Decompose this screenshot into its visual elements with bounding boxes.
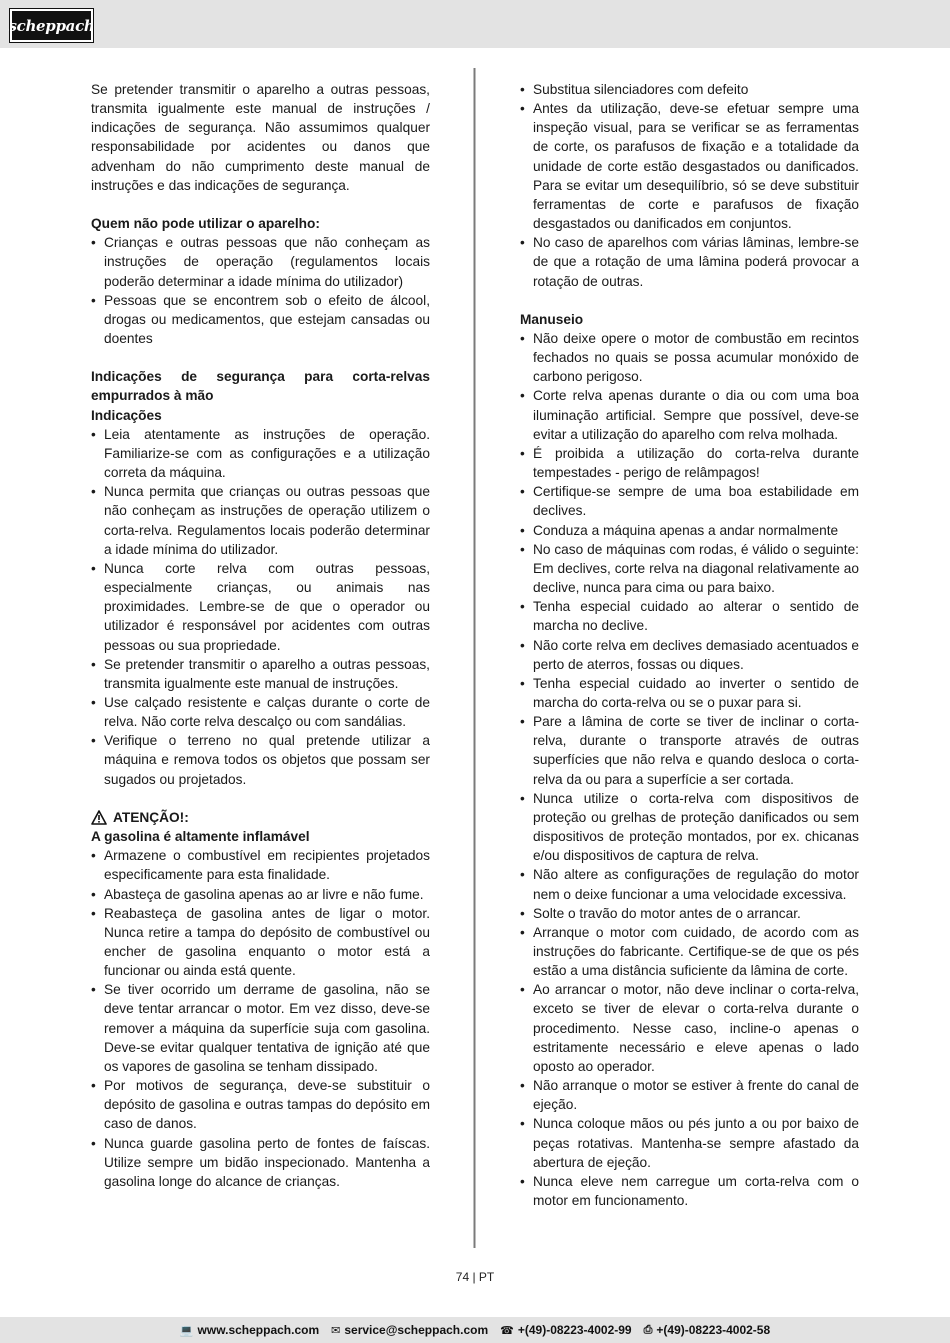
phone-icon: ☎ [500,1324,514,1337]
header-bar [0,0,950,48]
list-item: • Não corte relva em declives demasiado acentuados e perto de aterros, fossas ou diques. [520,636,859,674]
list-item: • Nunca guarde gasolina perto de fontes de faíscas. Utilize sempre um bidão inspecionado. Mantenha a gasolina longe do alcance de crianças. [91,1134,430,1191]
list-item: • Se tiver ocorrido um derrame de gasolina, não se deve tentar arrancar o motor. Em vez disso, deve-se remover a máquina da superfície suja com gasolina. Deve-se evitar qualquer tentativa de ignição até que os vapores de gasolina se tenham dissipado. [91,980,430,1076]
list-item: • Nunca utilize o corta-relva com dispositivos de proteção ou grelhas de proteção danificados ou sem dispositivos de proteção montados, por ex. chicanas e/ou dispositivos de captura de relva. [520,789,859,866]
footer-website[interactable] [180,1323,319,1337]
email-text: service@scheppach.com [344,1323,489,1337]
list-item: • Corte relva apenas durante o dia ou com uma boa iluminação artificial. Sempre que possível, deve-se evitar a utilização do aparelho com relva molhada. [520,386,859,443]
who-cannot-use-heading: Quem não pode utilizar o aparelho: [91,216,320,232]
list-item: • No caso de aparelhos com várias lâminas, lembre-se de que a rotação de uma lâmina poderá provocar a rotação de outras. [520,233,859,290]
list-item: • Não deixe opere o motor de combustão em recintos fechados no quais se possa acumular monóxido de carbono perigoso. [520,329,859,386]
list-item: • Nunca corte relva com outras pessoas, especialmente crianças, ou animais nas proximidades. Lembre-se de que o operador ou utilizador é responsável por acidentes com outras pessoas ou sua propriedade. [91,559,430,655]
list-item: • Certifique-se sempre de uma boa estabilidade em declives. [520,482,859,520]
list-item: • Verifique o terreno no qual pretende utilizar a máquina e remova todos os objetos que possam ser sugados ou projetados. [91,731,430,788]
brand-logo [10,9,93,42]
column-divider [473,68,476,1248]
list-item: • Conduza a máquina apenas a andar normalmente [520,521,859,540]
footer-phone [500,1323,631,1337]
list-item: • Abasteça de gasolina apenas ao ar livre e não fume. [91,885,430,904]
list-item: • Pare a lâmina de corte se tiver de inclinar o corta-relva, durante o transporte através de outras superfícies que não relva e quando desloca o corta-relva da ou para a superfície a ser cortada. [520,712,859,789]
list-item: • Ao arrancar o motor, não deve inclinar o corta-relva, exceto se tiver de elevar o corta-relva durante o procedimento. Nesse caso, incline-o apenas o estritamente necessário e eleve apenas o lado oposto ao operador. [520,980,859,1076]
list-item: • Armazene o combustível em recipientes projetados especificamente para esta finalidade. [91,846,430,884]
list-item: • Nunca permita que crianças ou outras pessoas que não conheçam as instruções de operação utilizem o corta-relva. Regulamentos locais poderão determinar a idade mínima do utilizador. [91,482,430,559]
list-item: • Não altere as configurações de regulação do motor nem o deixe funcionar a uma velocidade excessiva. [520,865,859,903]
envelope-icon: ✉ [331,1324,341,1337]
warning-label: ATENÇÃO!: [113,809,189,825]
list-item: • Solte o travão do motor antes de o arrancar. [520,904,859,923]
left-column [91,80,430,1191]
list-item: • Nunca coloque mãos ou pés junto a ou por baixo de peças rotativas. Mantenha-se sempre afastado da abertura de ejeção. [520,1114,859,1171]
list-item: • Leia atentamente as instruções de operação. Familiarize-se com as configurações e a utilização correta da máquina. [91,425,430,482]
list-item: • Nunca eleve nem carregue um corta-relva com o motor em funcionamento. [520,1172,859,1210]
handling-list [520,329,859,1210]
list-item: • Reabasteça de gasolina antes de ligar o motor. Nunca retire a tampa do depósito de combustível ou encher de gasolina enquanto o motor está a funcionar ou ainda está quente. [91,904,430,981]
maintenance-list [520,80,859,291]
list-item: • É proibida a utilização do corta-relva durante tempestades - perigo de relâmpagos! [520,444,859,482]
list-item: • Se pretender transmitir o aparelho a outras pessoas, transmita igualmente este manual de instruções. [91,655,430,693]
list-item: • Por motivos de segurança, deve-se substituir o depósito de gasolina e outras tampas do depósito em caso de danos. [91,1076,430,1133]
phone-text: +(49)-08223-4002-99 [517,1323,632,1337]
who-cannot-use-list [91,233,430,348]
list-item: • Antes da utilização, deve-se efetuar sempre uma inspeção visual, para se verificar se as ferramentas de corte, os parafusos de fixação e a totalidade da unidade de corte estão desgastados ou danificados. Para se evitar um desequilíbrio, só se deve substituir ferramentas de corte e parafusos de fixação desgastados ou danificados em conjuntos. [520,99,859,233]
list-item: • Tenha especial cuidado ao alterar o sentido de marcha no declive. [520,597,859,635]
safety-heading: Indicações de segurança para corta-relvas empurrados à mão [91,369,430,404]
footer-email[interactable] [331,1323,488,1337]
list-item: • Não arranque o motor se estiver à frente do canal de ejeção. [520,1076,859,1114]
warning-heading [91,808,430,827]
gasoline-heading: A gasolina é altamente inflamável [91,829,310,845]
website-text: www.scheppach.com [197,1323,320,1337]
list-item: • Use calçado resistente e calças durante o corte de relva. Não corte relva descalço ou com sandálias. [91,693,430,731]
computer-icon: 💻 [179,1324,194,1337]
indications-heading: Indicações [91,407,162,423]
list-item: • Substitua silenciadores com defeito [520,80,859,99]
right-column [520,80,859,1210]
fax-text: +(49)-08223-4002-58 [656,1323,771,1337]
fax-icon: ⎙ [643,1323,653,1336]
warning-triangle-icon [91,810,107,825]
gasoline-list [91,846,430,1191]
page-number: 74 | PT [455,1270,495,1284]
list-item: • Crianças e outras pessoas que não conheçam as instruções de operação (regulamentos locais poderão determinar a idade mínima do utilizador) [91,233,430,290]
list-item: • Tenha especial cuidado ao inverter o sentido de marcha do corta-relva ou se o puxar para si. [520,674,859,712]
handling-heading: Manuseio [520,311,584,327]
brand-logo-text: scheppach [8,16,95,35]
indications-list [91,425,430,789]
intro-paragraph: Se pretender transmitir o aparelho a outras pessoas, transmita igualmente este manual de instruções / indicações de segurança. Não assumimos qualquer responsabilidade por acidentes ou danos que advenham do não cumprimento deste manual de instruções e das indicações de segurança. [91,82,430,193]
list-item: • Arranque o motor com cuidado, de acordo com as instruções do fabricante. Certifique-se de que os pés estão a uma distância suficiente da lâmina de corte. [520,923,859,980]
footer-bar [0,1317,950,1343]
footer-fax [644,1323,771,1337]
list-item: • Pessoas que se encontrem sob o efeito de álcool, drogas ou medicamentos, que estejam cansadas ou doentes [91,291,430,348]
list-item: • No caso de máquinas com rodas, é válido o seguinte: Em declives, corte relva na diagonal relativamente ao declive, nunca para cima ou para baixo. [520,540,859,597]
